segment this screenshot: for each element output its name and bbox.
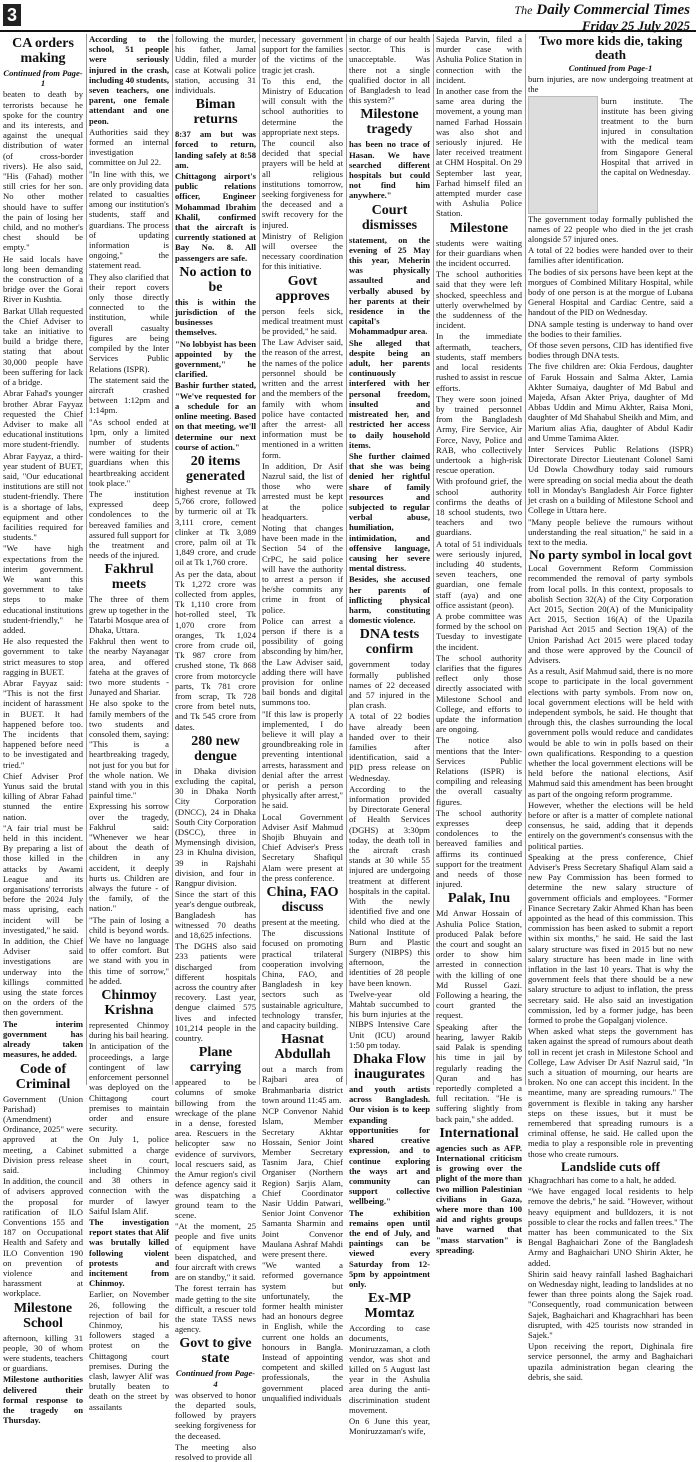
paragraph: Local Government Reform Commission recommended the removal of party symbols from local polls. In this context, proposals to abolish Section 32(A) of the City Corporation Act 2015, Section 20(A) of the Municipality Act 2015, Section 16(A) of the Upazila Parishad Act 2015 and Section 19(A) of the Union Parishad Act 2015 were placed today and those were approved by the Council of Advisers. [528, 563, 693, 665]
paragraph: Barkat Ullah requested the Chief Adviser to take an initiative to build a bridge there, stating that about 30,000 people have been suffering for lack of a bridge. [3, 305, 83, 388]
paragraph: The school authorities said that they were left shocked, speechless and utterly overwhelmed by the suddenness of the incident. [436, 269, 522, 331]
paper-brand [514, 1, 690, 33]
paragraph: The school authority clarifies that the figures reflect only those directly associated with Milestone School and College, and efforts to update the information are ongoing. [436, 652, 522, 735]
page-number: 3 [3, 4, 21, 26]
paragraph: Ministry of Religion will oversee the necessary coordination for this initiative. [262, 230, 343, 272]
paragraph: person feels sick, medical treatment must be provided," he said. [262, 305, 343, 337]
paragraph: In another case from the same area during the movement, a young man named Farhad Hossain was also shot and seriously injured. He later received treatment at CHM Hospital. On 29 September last year, Farhad himself filed an attempted murder case with Ashulia Police Station. [436, 86, 522, 219]
paragraph: According to the school, 51 people were seriously injured in the crash, including 40 students, seven teachers, one parent, one female attendant and one peon. [89, 34, 169, 126]
paragraph: "We have high expectations from the interim government. We want this government to take steps to make educational institutions student-friendly," he added. [3, 543, 83, 635]
paragraph: The interim government has already taken measures, he added. [3, 1018, 83, 1060]
paragraph: "In line with this, we are only providing data related to casualties among our institution's students, staff and guardians. The process of updating information is ongoing," the statement read. [89, 168, 169, 271]
headline-ex-mp-momtaz: Ex-MP Momtaz [364, 1291, 415, 1322]
paragraph: students were waiting for their guardians when the incident occurred. [436, 237, 522, 269]
headline-milestone-school: Milestone School [13, 1300, 73, 1331]
paragraph: He said locals have long been demanding the construction of a bridge over the Gorai River in Kushtia. [3, 253, 83, 305]
paragraph: She further claimed that she was being denied her rightful share of family resources and subjected to regular verbal abuse, humiliation, intimidation, and offensive language, causing her severe mental distress. [349, 450, 430, 574]
paragraph: With profound grief, the school authority confirms the deaths of 18 school students, two teachers and two guardians. [436, 476, 522, 538]
paragraph: The Law Adviser said, the reason of the arrest, the names of the police personnel should be written and the arrest and the members of the family with whom police have contacted after the arrest- all information must be mentioned in a written form. [262, 337, 343, 460]
paragraph: Twelve-year old Mahtab succumbed to his burn injuries at the NIBPS Intensive Care Unit (ICU) around 1:50 pm today. [349, 988, 430, 1050]
paragraph: Earlier, on November 26, following the rejection of bail for Chinmoy, his followers staged a protest on the Chittagong court premises. During the clash, lawyer Alif was brutally beaten to death on the street by assailants [89, 1289, 169, 1412]
paragraph: Chief Adviser Prof Yunus said the brutal killing of Abrar Fahad stunned the entire nation. [3, 770, 83, 822]
right-section [528, 33, 693, 1382]
paragraph: The discussions focused on promoting practical trilateral cooperation involving China, FAO, and Bangladesh in key sectors such as sustainable agriculture, technology transfer, and capacity building. [262, 928, 343, 1031]
paragraph: The five children are: Okia Ferdous, daughter of Faruk Hossain and Salma Akter, Lamia Akhter Sumaiya, daughter of Md Babul and Majeda, Afsan Akter Priya, daughter of Md Abbas Uddin and Mimu Akhter, Raisa Moni, daughter of Md Shahabul Sheikh and Mim, and Marium alias Afia, daughter of Abdul Kadir and Umme Tamima Akter. [528, 361, 693, 443]
paragraph: They were soon joined by trained personnel from the Bangladesh Army, Fire Service, Air Force, Navy, Police and RAB, who collectively undertook a high-risk rescue operation. [436, 393, 522, 476]
paragraph: In anticipation of the proceedings, a large contingent of law enforcement personnel was deployed on the Chittagong court premises to maintain order and ensure security. [89, 1041, 169, 1134]
paragraph: Chittagong airport's public relations officer, Engineer Mohammad Ibrahim Khalil, confirmed that the aircraft is currently stationed at Bay No. 8. All passengers are safe. [175, 171, 256, 263]
headline-palak-inu: Palak, Inu [447, 891, 511, 907]
paragraph: The meeting also resolved to provide all [175, 1441, 256, 1462]
paragraph: burn institute. The institute has been giving treatment to the burn injured in consultation with the medical team from Singapore General Hospital that arrived in the capital on Wednesday. [601, 95, 693, 178]
paragraph: The government today formally published the names of 22 people who died in the jet crash alongside 57 injured ones. [528, 213, 693, 245]
paragraph: Government (Union Parishad) (Amendment) Ordinance, 2025" were approved at the meeting, a Cabinet Division press release said. [3, 1093, 83, 1175]
paragraph: highest revenue at Tk 5,766 crore, followed by turmeric oil at Tk 3,111 crore, cement clinker at Tk 3,089 crore, palm oil at Tk 1,849 crore, and crude oil at Tk 1,760 crore. [175, 485, 256, 568]
paragraph: On July 1, police submitted a charge sheet in court, including Chinmoy and 38 others in connection with the murder of lawyer Saiful Islam Alif. [89, 1134, 169, 1216]
column-rule [86, 34, 87, 1085]
paragraph: "The pain of losing a child is beyond words. We have no language to offer comfort. But we stand with you in this time of sorrow," he added. [89, 914, 169, 986]
headline-milestone-tragedy: Milestone tragedy [360, 107, 419, 138]
paragraph: According to case documents, Moniruzzaman, a cloth vendor, was shot and killed on 5 August last year in the Ashulia area during the anti-discrimination student movement. [349, 1323, 430, 1415]
paragraph: When asked what steps the government has taken against the spread of rumours about death toll in recent jet crash in Milestone School and College, Law Adviser Dr Asif Nazrul said, "In such a situation of mourning, our hearts are broken. No one can accept this incident. In the meantime, many are spreading rumours." The government is flexible in taking any harsher steps on these issues, but it must be remembered that spreading rumours is a criminal offense, he said. He called upon the media to play a responsible role in preventing those who create rumours. [528, 1026, 693, 1159]
column-rule [433, 34, 434, 1085]
paragraph: "At the moment, 25 people and five units of equipment have been dispatched, and four aircraft with crews are on standby," it said. [175, 1221, 256, 1283]
paragraph: Shirin said heavy rainfall lashed Baghaichari on Wednesday night, leading to landslides at no fewer than three points along the Sajek road. "Consequently, road communication between Sajek, Baghaichari and Khagrachhari has been disrupted, with 425 tourists now stranded in Sajek." [528, 1268, 693, 1340]
headline-govt-approves: Govt approves [275, 273, 330, 304]
headline-china-fao: China, FAO discuss [266, 885, 339, 916]
paragraph: this is within the jurisdiction of the businesses themselves. [175, 296, 256, 338]
column-1 [3, 34, 83, 1426]
paragraph: She alleged that despite being an adult, her parents continuously interfered with her personal freedom, insulted and mistreated her, and restricted her access to daily household items. [349, 337, 430, 450]
paragraph: A total of 22 bodies were handed over to their families after identification. [528, 245, 693, 266]
headline-landslide: Landslide cuts off [561, 1158, 660, 1174]
paragraph: Local Government Adviser Asif Mahmud Shojib Bhuyain and Chief Adviser's Press Secretary Shafiqul Alam were present at the press conference. [262, 811, 343, 883]
paragraph: and youth artists across Bangladesh. Our vision is to keep expanding opportunities for shared creative expression, and to continue exploring the ways art and community can support collective wellbeing." [349, 1084, 430, 1207]
paragraph: "We have engaged local residents to help remove the debris," he said. "However, without heavy equipment and bulldozers, it is not possible to clear the rocks and fallen trees." The matter has been communicated to the Six Bengal Baghaichari Zone of the Bangladesh Army and Baghaichari UNO Shirin Akter, he added. [528, 1186, 693, 1268]
paragraph: Abrar Fayyaz, a third-year student of BUET, said, "Our educational institutions are still not student-friendly. There is a shortage of labs, equipment and other facilities required for students." [3, 450, 83, 543]
paragraph: Fakhrul then went to the nearby Nayanagar area, and offered fateha at the graves of two more students - Junayed and Shariar. [89, 636, 169, 698]
paragraph: out a march from Rajbari area of Brahmanbaria district town around 11:45 am. [262, 1064, 343, 1105]
paragraph: Expressing his sorrow over the tragedy, Fakhrul said: "Whenever we hear about the death of children in any accident, it deeply hurts us. Children are always the future - of the family, of the nation." [89, 801, 169, 914]
continued-label: Continued from Page-1 [3, 68, 83, 89]
headline-dna-tests: DNA tests confirm [359, 627, 420, 658]
paragraph: burn injuries, are now undergoing treatment at the [528, 74, 693, 95]
paragraph: 8:37 am but was forced to return, landing safely at 8:58 am. [175, 129, 256, 170]
paragraph: They also clarified that their report covers only those directly connected to the institution, while overall casualty figures are being compiled by the Inter Services Public Relations (ISPR). [89, 271, 169, 374]
continued-label: Continued from Page-4 [175, 1368, 256, 1389]
paragraph: A total of 22 bodies have already been handed over to their families after identification, said a PID press release on Wednesday. [349, 711, 430, 783]
paragraph: A probe committee was formed by the school on Tuesday to investigate the incident. [436, 610, 522, 652]
paragraph: government today formally published names of 22 deceased and 57 injured in the plan crash. [349, 659, 430, 711]
column-rule [259, 34, 260, 1085]
paragraph: necessary government support for the families of the victims of the tragic jet crash. [262, 34, 343, 75]
paragraph: afternoon, killing 31 people, 30 of whom were students, teachers or guardians. [3, 1332, 83, 1374]
paragraph: "A fair trial must be held in this incident. By preparing a list of those killed in the attacks by Awami League and its organisations' terrorists before the 2024 July mass uprising, each incident will be investigated," he said. [3, 822, 83, 935]
paragraph: He also requested the government to take strict measures to stop ragging in BUET. [3, 636, 83, 677]
headline-international: International [439, 1125, 519, 1141]
headline-plane-carrying: Plane carrying [189, 1045, 242, 1076]
headline-milestone: Milestone [449, 220, 509, 236]
paragraph: present at the meeting. [262, 917, 340, 928]
headline-20-items: 20 items generated [185, 453, 246, 484]
paper-name: Daily Commercial Times [536, 2, 690, 18]
headline-court-dismisses: Court dismisses [361, 202, 418, 233]
paragraph: Bashir further stated, "We've requested for a schedule for an online meeting. Based on that meeting, we'll determine our next course of action." [175, 380, 256, 452]
headline-hasnat-abdullah: Hasnat Abdullah [274, 1032, 331, 1063]
headline-biman-returns: Biman returns [193, 97, 238, 128]
paragraph: According to the information provided by Directorate General of Health Services (DGHS) at 3:30pm today, the death toll in the aircraft crash stands at 30 while 55 injured are undergoing treatment at different hospitals in the capital. With the newly identified five and one child who died at the National Institute of Burn and Plastic Surgery (NIBPS) this afternoon, the identities of 28 people have been known. [349, 783, 430, 988]
paragraph: Abrar Fahad's younger brother Abrar Fayyaz requested the Chief Adviser to make all educational institutions more student-friendly. [3, 388, 83, 450]
paragraph: In addition, the Chief Adviser said investigations are underway into the killings committed using the state forces on the orders of the then government. [3, 936, 83, 1018]
headline-no-action: No action to be [179, 264, 252, 295]
headline-dhaka-flow: Dhaka Flow inaugurates [353, 1052, 426, 1083]
headline-govt-state: Govt to give state [179, 1336, 252, 1367]
paragraph: "As school ended at 1pm, only a limited number of students were waiting for their guardians when this heartbreaking accident took place." [89, 416, 169, 488]
column-5 [349, 34, 430, 1437]
paragraph: Khagrachhari has come to a halt, he added. [528, 1174, 677, 1185]
paragraph: represented Chinmoy during his bail hearing. [89, 1020, 169, 1041]
paragraph: In the immediate aftermath, teachers, students, staff members and local residents rushed to assist in rescue efforts. [436, 331, 522, 393]
paragraph: Milestone authorities delivered their formal response to the tragedy on Thursday. [3, 1374, 83, 1426]
paragraph: "No lobbyist has been appointed by the government," he clarified. [175, 338, 256, 380]
issue-date: Friday 25 July 2025 [582, 18, 690, 33]
paragraph: Md Anwar Hossain of Ashulia Police Station, produced Palak before the court and sought an order to show him arrested in connection with the killing of one Md Russel Gazi. Following a hearing, the court granted the request. [436, 908, 522, 1021]
paragraph: The bodies of six persons have been kept at the morgues of Combined Military Hospital, while body of one person is at the morgue of Lubana General Hospital and Cardiac Centre, said a handout of the PID on Wednesday. [528, 266, 693, 318]
paragraph: in charge of our health sector. This is unacceptable. Was there not a single qualified doctor in all of Bangladesh to lead this system?" [349, 34, 430, 106]
paragraph: In addition, Dr Asif Nazrul said, the list of those who were arrested must be kept at the police headquarters. [262, 460, 343, 522]
paragraph: Sajeda Parvin, filed a murder case with Ashulia Police Station in connection with the incident. [436, 34, 522, 85]
paper-the: The [514, 3, 533, 17]
paragraph: To this end, the Ministry of Education will consult with the school authorities to determine the appropriate next steps. [262, 75, 343, 137]
paragraph: The DGHS also said 233 patients were discharged from different hospitals across the country after recovery. Last year, dengue claimed 575 lives and infected 101,214 people in the country. [175, 941, 256, 1044]
paragraph: Inter Services Public Relations (ISPR) Directorate Director Lieutenant Colonel Sami Ud Dowla Chowdhury today said rumours were spreading on social media about the death toll in Monday's Bangladesh Air Force fighter jet crash on a building of Milestone School and College in Uttara here. [528, 444, 693, 516]
paragraph: A total of 51 individuals were seriously injured, including 40 students, seven teachers, one guardian, one female staff (aya) and one office assistant (peon). [436, 538, 522, 610]
paragraph: Since the start of this year's dengue outbreak, Bangladesh has witnessed 70 deaths and 18,625 infections. [175, 889, 257, 941]
paragraph: Police can arrest a person if there is a possibility of going absconding by him/her, the Law Adviser said, adding there will have provision for online bail bonds and digital summons too. [262, 615, 343, 708]
headline-no-party-symbol: No party symbol in local govt [529, 547, 692, 563]
paragraph: The statement said the aircraft crashed between 1:12pm and 1:14pm. [89, 374, 169, 416]
paragraph: "We wanted a reformed governance system but unfortunately, the former health minister had an honours degree in English, while the current one holds an honours in Bangla. Instead of appointing competent and skilled professionals, the government placed unqualified individuals [262, 1260, 343, 1403]
paragraph: As a result, Asif Mahmud said, there is no more scope to participate in the local government elections with party symbols. From now on, local government elections will be held with independent symbols, he said. He thought that through this, the clashes surrounding the local government polls would reduce and candidates would be able to win in polls based on their own qualifications. Responding to a question whether the local government elections will be held before the national elections, Asif Mahmud said this amendment has been brought as part of the ongoing reform programme. [528, 666, 693, 799]
paragraph: Noting that changes have been made in the Section 54 of the CrPC, he said police will have the authority to arrest a person if he/she commits any crime in front of police. [262, 522, 343, 615]
paragraph: The school authority expresses deep condolences to the bereaved families and affirms its continued support for the treatment and needs of those injured. [436, 807, 522, 890]
paragraph: Of those seven persons, CID has identified five bodies through DNA tests. [528, 340, 693, 361]
column-3 [175, 34, 257, 1462]
paragraph: The notice also mentions that the Inter-Services Public Relations (ISPR) is compiling and releasing the overall casualty figures. [436, 735, 522, 807]
column-4 [262, 34, 343, 1403]
headline-two-more-kids: Two more kids die, taking death [538, 33, 683, 62]
paragraph: DNA sample testing is underway to hand over the bodies to their families. [528, 318, 693, 339]
paragraph: following the murder, his father, Jamal Uddin, filed a murder case at Kotwali police station, accusing 31 individuals. [175, 34, 256, 96]
paragraph: "Many people believe the rumours without understanding the real situation," he said in a text to the media. [528, 516, 693, 547]
column-6 [436, 34, 522, 1255]
paragraph: appeared to be columns of smoke billowing from the wreckage of the plane in a dense, forested area. Rescuers in the helicopter saw no evidence of survivors, local rescuers said, as the Amur region's civil defence agency said it was dispatching a ground team to the scene. [175, 1077, 256, 1220]
headline-code-criminal: Code of Criminal [15, 1061, 71, 1092]
paragraph: As per the data, about Tk 1,272 crore was collected from apples, Tk 1,110 crore from hot-rolled steel, Tk 1,070 crore from oranges, Tk 1,024 crore from crude oil, Tk 987 crore from crushed stone, Tk 868 crore from motorcycle parts, Tk 781 crore from scrap, Tk 728 crore from betel nuts, and Tk 545 crore from dates. [175, 568, 256, 732]
paragraph: "If this law is properly implemented, I do believe it will play a groundbreaking role in preventing intentional arrests, harassment and denial after the arrest or perish a person physically after arrest," he said. [262, 708, 343, 811]
paragraph: beaten to death by terrorists because he spoke for the country and its interests, and against the unequal distribution of water (of cross-border rivers). He also said, "His (Fahad) mother still cries for her son. No other mother should have to suffer the pain of losing her child, and no mother's chest should be empty." [3, 89, 83, 253]
paragraph: On 6 June this year, Moniruzzaman's wife, [349, 1415, 430, 1437]
headline-ca-orders: CA orders making [12, 36, 74, 66]
paragraph: The forest terrain has made getting to the site difficult, a rescuer told the state TASS news agency. [175, 1283, 256, 1335]
column-rule [346, 34, 347, 1085]
paragraph: The three of them grew up together in the Tatarbi Mosque area of Dhaka, Uttara. [89, 594, 169, 635]
paragraph: Speaking after the hearing, lawyer Rakib said Palak is spending his time in jail by regularly reading the Quran and has reportedly completed a full recitation. "He is suffering slightly from back pain," she added. [436, 1021, 522, 1124]
paragraph: NCP Convenor Nahid Islam, Member Secretary Akhtar Hossain, Senior Joint Member Secretary Tasnim Jara, Chief Organiser (Northern Region) Sarjis Alam, Chief Coordinator Nasir Uddin Patwari, Senior Joint Convenor Samanta Sharmin and Joint Convenor Maulana Ashraf Mahdi were present there. [262, 1106, 343, 1259]
paragraph: The institution expressed deep condolences to the bereaved families and assured full support for the treatment and needs of the injured. [89, 488, 169, 561]
paragraph: Abrar Fayyaz said: "This is not the first incident of harassment in BUET. It had happened before too. The incidents that happened before need to be investigated and tried." [3, 677, 83, 770]
paragraph: has been no trace of Hasan. We have searched different hospitals but could not find him anywhere." [349, 139, 430, 201]
paragraph: was observed to honor the departed souls, followed by prayers seeking forgiveness for the deceased. [175, 1389, 256, 1441]
continued-label: Continued from Page-1 [568, 63, 653, 73]
paragraph: However, whether the elections will be held before or after is a matter of complete national consensus, he said, adding that it depends entirely on the government's consensus with the political parties. [528, 799, 693, 851]
paragraph: Authorities said they formed an internal investigation committee on Jul 22. [89, 126, 169, 168]
paragraph: agencies such as AFP. International criticism is growing over the plight of the more than two million Palestinian civilians in Gaza, where more than 100 aid and rights groups have warned that "mass starvation" is spreading. [436, 1142, 522, 1255]
paragraph: Upon receiving the report, Dighinala fire service personnel, the army and Baghaichari upazila administration began clearing the debris, she said. [528, 1341, 693, 1382]
paragraph: In addition, the council of advisers approved the proposal for ratification of ILO Conventions 155 and 187 on Occupational Health and Safety and ILO Convention 190 on prevention of violence and harassment at workplace. [3, 1176, 83, 1299]
paragraph: The exhibition remains open until the end of July, and paintings can be viewed every Saturday from 12-5pm by appointment only. [349, 1207, 430, 1289]
column-2 [89, 34, 169, 1412]
paragraph: The council also decided that special prayers will be held at all religious institutions tomorrow, seeking forgiveness for the deceased and a swift recovery for the injured. [262, 138, 343, 230]
paragraph: in Dhaka division excluding the capital, 30 in Dhaka North City Corporation (DNCC), 24 in Dhaka South City Corporation (DSCC), three in Mymensingh division, 23 in Khulna division, 39 in Rajshahi division, and four in Rangpur division. [175, 765, 256, 889]
paragraph: statement, on the evening of 25 May this year, Meherin was physically assaulted and verbally abused by her parents at their residence in the capital's Mohammadpur area. [349, 234, 430, 337]
masthead [0, 0, 696, 32]
paragraph: Besides, she accused her parents of inflicting physical harm, constituting domestic violence. [349, 574, 430, 626]
column-rule [525, 34, 526, 1085]
headline-fakhrul-meets: Fakhrul meets [104, 562, 154, 593]
column-rule [172, 34, 173, 1085]
paragraph: Speaking at the press conference, Chief Adviser's Press Secretary Shafiqul Alam said a new Pay Commission has been formed to determine the new salary structure of government officials and employees. "Former Finance Secretary Zakir Ahmed Khan has been appointed as the head of this commission. This commission has been asked to submit a report within six months," he said. He said the last salary structure was fixed in 2015 but no new salary structure has been made in line with inflation in the last 10 years. That is why the government feels that there should be a new salary structure to adjust to inflation, the press secretary said. He also said an investigation commission, led by a former judge, has been formed to probe the Gopalganj violence. [528, 851, 693, 1026]
paragraph: The investigation report states that Alif was brutally killed following violent protests and incitement from Chinmoy. [89, 1216, 169, 1289]
news-photo [528, 96, 598, 214]
paragraph: He also spoke to the family members of the two students and consoled them, saying: "This is a heartbreaking tragedy, not just for you but for the whole nation. We stand with you in this painful time." [89, 698, 169, 801]
headline-280-dengue: 280 new dengue [191, 733, 240, 764]
headline-chinmoy-krishna: Chinmoy Krishna [101, 988, 157, 1019]
